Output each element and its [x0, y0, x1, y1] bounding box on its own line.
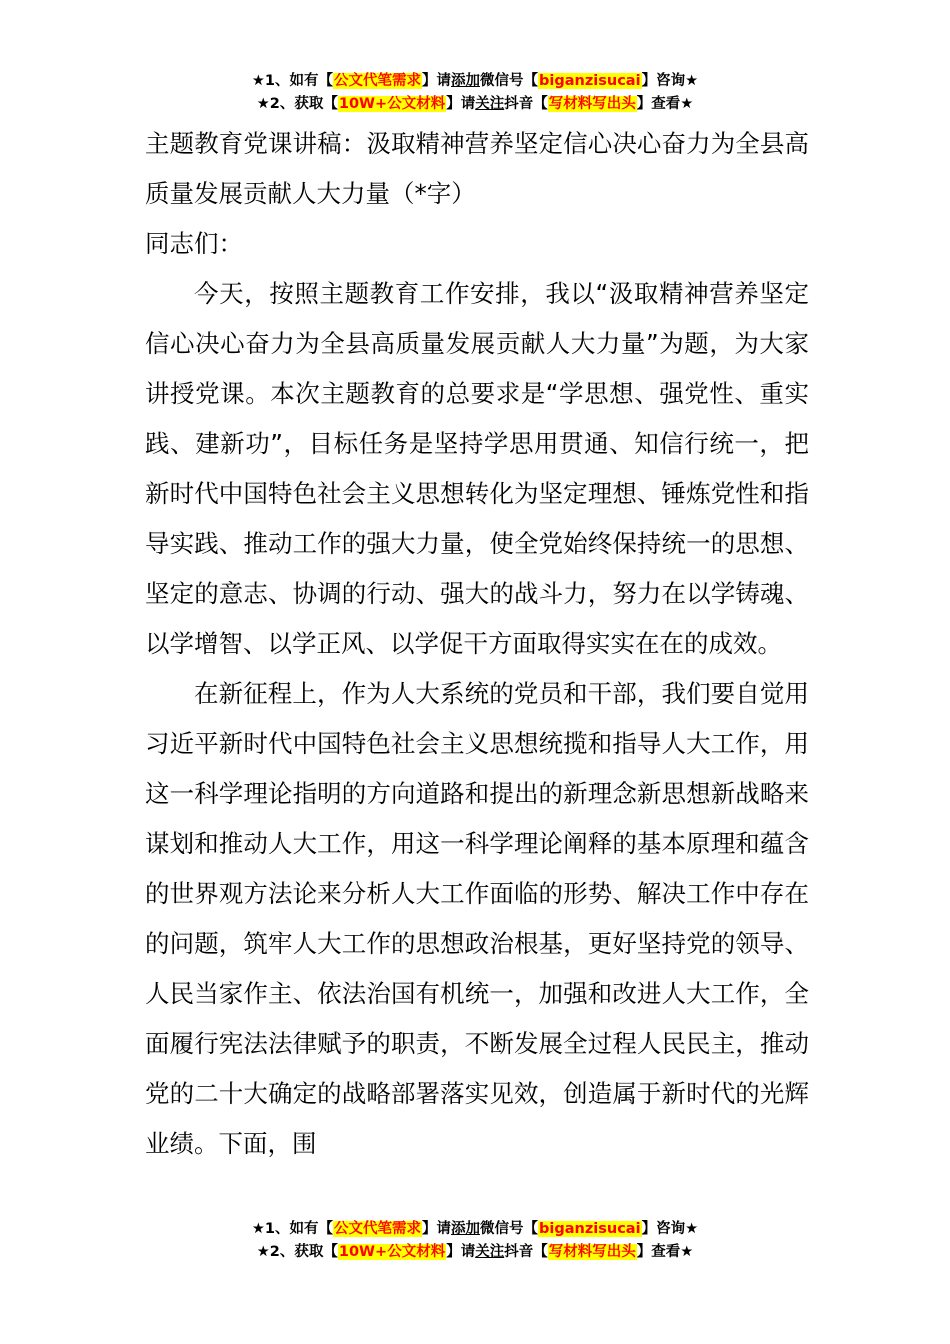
- document-title: 主题教育党课讲稿：汲取精神营养坚定信心决心奋力为全县高质量发展贡献人大力量（*字）: [145, 129, 809, 208]
- body-paragraph-1: 今天，按照主题教育工作安排，我以“汲取精神营养坚定信心决心奋力为全县高质量发展贡献人大力量”为题，为大家讲授党课。本次主题教育的总要求是“学思想、强党性、重实践、建新功”，目标任务是坚持学思用贯通、知信行统一，把新时代中国特色社会主义思想转化为坚定理想、锤炼党性和指导实践、推动工作的强大力量，使全党始终保持统一的思想、坚定的意志、协调的行动、强大的战斗力，努力在以学铸魂、以学增智、以学正风、以学促干方面取得实实在在的成效。: [145, 279, 809, 658]
- banner-text: 】咨询★: [641, 1221, 699, 1237]
- banner-text: 】查看★: [636, 96, 694, 112]
- banner-text: 抖音【: [504, 96, 548, 112]
- banner-text: 】请: [422, 73, 452, 89]
- banner-highlight: 写材料写出头: [548, 96, 636, 112]
- banner-text: 】请: [422, 1221, 452, 1237]
- banner-text: 】咨询★: [641, 73, 699, 89]
- banner-text: 】查看★: [636, 1244, 694, 1260]
- banner-highlight: 公文代笔需求: [334, 73, 422, 89]
- banner-text: 】请: [446, 1244, 476, 1260]
- banner-text: 微信号【: [480, 1221, 539, 1237]
- banner-line-1: [0, 70, 950, 93]
- banner-text: ★1、如有【: [251, 1221, 334, 1237]
- banner-text: ★2、获取【: [256, 1244, 338, 1260]
- banner-text: 微信号【: [480, 73, 539, 89]
- banner-highlight: 10W+公文材料: [338, 1244, 446, 1260]
- banner-highlight: 公文代笔需求: [334, 1221, 422, 1237]
- banner-line-2: [0, 93, 950, 116]
- banner-underlined-text: 添加: [451, 73, 481, 89]
- banner-underlined-text: 添加: [451, 1221, 481, 1237]
- banner-line-1: [0, 1218, 950, 1241]
- banner-highlight: 10W+公文材料: [338, 96, 446, 112]
- banner-text: 】请: [446, 96, 476, 112]
- footer-banner: [0, 1218, 950, 1264]
- banner-text: ★1、如有【: [251, 73, 334, 89]
- banner-text: ★2、获取【: [256, 96, 338, 112]
- banner-underlined-text: 关注: [475, 96, 505, 112]
- header-banner: [0, 70, 950, 116]
- banner-text: 抖音【: [504, 1244, 548, 1260]
- salutation: 同志们：: [145, 229, 243, 258]
- banner-highlight: biganzisucai: [539, 1221, 641, 1237]
- banner-line-2: [0, 1241, 950, 1264]
- document-body: [145, 119, 809, 1169]
- banner-highlight: biganzisucai: [539, 73, 641, 89]
- body-paragraph-2: 在新征程上，作为人大系统的党员和干部，我们要自觉用习近平新时代中国特色社会主义思想统揽和指导人大工作，用这一科学理论指明的方向道路和提出的新理念新思想新战略来谋划和推动人大工作，用这一科学理论阐释的基本原理和蕴含的世界观方法论来分析人大工作面临的形势、解决工作中存在的问题，筑牢人大工作的思想政治根基，更好坚持党的领导、人民当家作主、依法治国有机统一，加强和改进人大工作，全面履行宪法法律赋予的职责，不断发展全过程人民民主，推动党的二十大确定的战略部署落实见效，创造属于新时代的光辉业绩。下面，围: [145, 679, 809, 1158]
- banner-highlight: 写材料写出头: [548, 1244, 636, 1260]
- banner-underlined-text: 关注: [475, 1244, 505, 1260]
